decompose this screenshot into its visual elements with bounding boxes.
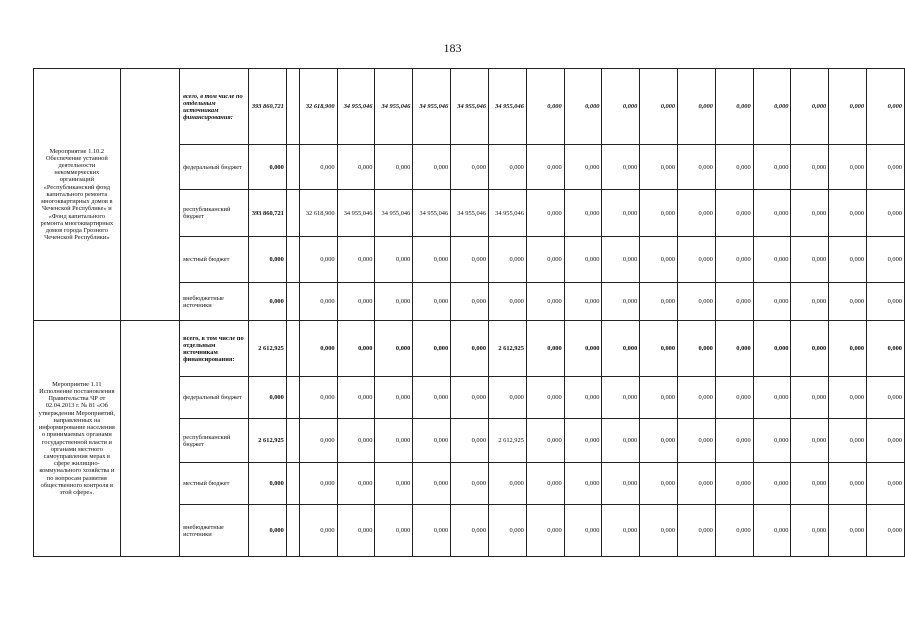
- value-cell: 0,000: [564, 69, 602, 145]
- spacer-cell: [286, 377, 299, 419]
- spacer-cell: [286, 321, 299, 377]
- value-cell: 34 955,046: [413, 190, 451, 237]
- value-cell: 0,000: [829, 377, 867, 419]
- value-cell: 34 955,046: [489, 190, 527, 237]
- value-cell: 0,000: [413, 237, 451, 283]
- value-cell: 0,000: [451, 321, 489, 377]
- value-cell: 0,000: [791, 377, 829, 419]
- value-cell: 0,000: [640, 505, 678, 557]
- value-cell: 0,000: [337, 505, 375, 557]
- funding-source: республиканский бюджет: [180, 190, 249, 237]
- value-cell: 34 955,046: [337, 69, 375, 145]
- value-cell: 0,000: [867, 283, 905, 321]
- value-cell: 0,000: [299, 283, 337, 321]
- value-cell: 0,000: [867, 145, 905, 190]
- value-cell: 0,000: [678, 145, 716, 190]
- total-cell: 0,000: [248, 237, 286, 283]
- value-cell: 0,000: [753, 463, 791, 505]
- value-cell: 0,000: [867, 463, 905, 505]
- total-cell: 393 860,721: [248, 190, 286, 237]
- value-cell: 34 955,046: [489, 69, 527, 145]
- value-cell: 0,000: [489, 237, 527, 283]
- value-cell: 0,000: [602, 190, 640, 237]
- value-cell: 0,000: [791, 69, 829, 145]
- value-cell: 0,000: [829, 69, 867, 145]
- value-cell: 0,000: [564, 190, 602, 237]
- value-cell: 0,000: [867, 419, 905, 463]
- value-cell: 0,000: [375, 321, 413, 377]
- value-cell: 0,000: [299, 505, 337, 557]
- table-row: [34, 321, 905, 377]
- value-cell: 0,000: [526, 69, 564, 145]
- value-cell: 0,000: [640, 69, 678, 145]
- value-cell: 0,000: [791, 321, 829, 377]
- value-cell: 0,000: [640, 377, 678, 419]
- value-cell: 0,000: [753, 69, 791, 145]
- value-cell: 0,000: [337, 377, 375, 419]
- spacer-cell: [286, 283, 299, 321]
- value-cell: 0,000: [715, 321, 753, 377]
- total-cell: 2 612,925: [248, 321, 286, 377]
- value-cell: 0,000: [791, 190, 829, 237]
- spacer-cell: [286, 237, 299, 283]
- page-number: 183: [443, 41, 462, 55]
- value-cell: 0,000: [678, 237, 716, 283]
- value-cell: 0,000: [829, 283, 867, 321]
- value-cell: 34 955,046: [375, 190, 413, 237]
- value-cell: 0,000: [299, 145, 337, 190]
- value-cell: 0,000: [602, 283, 640, 321]
- funding-source: федеральный бюджет: [180, 377, 249, 419]
- value-cell: 0,000: [753, 237, 791, 283]
- value-cell: 0,000: [451, 505, 489, 557]
- value-cell: 0,000: [526, 321, 564, 377]
- value-cell: 0,000: [337, 145, 375, 190]
- value-cell: 0,000: [640, 145, 678, 190]
- executor-cell: [120, 321, 179, 557]
- value-cell: 0,000: [564, 377, 602, 419]
- value-cell: 0,000: [829, 190, 867, 237]
- value-cell: 0,000: [299, 377, 337, 419]
- value-cell: 0,000: [375, 419, 413, 463]
- value-cell: 0,000: [829, 321, 867, 377]
- value-cell: 0,000: [489, 145, 527, 190]
- value-cell: 0,000: [829, 419, 867, 463]
- value-cell: 0,000: [753, 145, 791, 190]
- spacer-cell: [286, 463, 299, 505]
- value-cell: 0,000: [753, 283, 791, 321]
- value-cell: 34 955,046: [375, 69, 413, 145]
- value-cell: 0,000: [753, 321, 791, 377]
- value-cell: 0,000: [451, 237, 489, 283]
- value-cell: 0,000: [526, 190, 564, 237]
- funding-source: республиканский бюджет: [180, 419, 249, 463]
- value-cell: 0,000: [564, 321, 602, 377]
- value-cell: 0,000: [602, 145, 640, 190]
- financing-table: [33, 68, 905, 557]
- value-cell: 0,000: [526, 463, 564, 505]
- value-cell: 0,000: [299, 237, 337, 283]
- value-cell: 0,000: [564, 463, 602, 505]
- value-cell: 0,000: [375, 283, 413, 321]
- value-cell: 0,000: [678, 419, 716, 463]
- value-cell: 0,000: [602, 69, 640, 145]
- value-cell: 34 955,046: [451, 69, 489, 145]
- value-cell: 0,000: [715, 505, 753, 557]
- value-cell: 34 955,046: [413, 69, 451, 145]
- value-cell: 0,000: [526, 145, 564, 190]
- value-cell: 0,000: [678, 377, 716, 419]
- value-cell: 0,000: [526, 237, 564, 283]
- value-cell: 2 612,925: [489, 419, 527, 463]
- value-cell: 0,000: [791, 419, 829, 463]
- value-cell: 0,000: [791, 145, 829, 190]
- value-cell: 0,000: [413, 377, 451, 419]
- value-cell: 0,000: [526, 419, 564, 463]
- value-cell: 0,000: [564, 505, 602, 557]
- value-cell: 0,000: [678, 69, 716, 145]
- value-cell: 0,000: [715, 419, 753, 463]
- value-cell: 0,000: [829, 237, 867, 283]
- spacer-cell: [286, 145, 299, 190]
- value-cell: 0,000: [299, 419, 337, 463]
- value-cell: 0,000: [602, 505, 640, 557]
- value-cell: 0,000: [489, 463, 527, 505]
- value-cell: 0,000: [602, 463, 640, 505]
- measure-title: Мероприятие 1.11 Исполнение постановления Правительства ЧР от 02.04.2013 г. № 81 «Об утверждении Мероприятий, направленных на информирование населения о принимаемых органами государственной власти и органами местного самоуправления мерах в сфере жилищно-коммунального хозяйства и по вопросам развития общественного контроля в этой сфере».: [34, 321, 121, 557]
- value-cell: 0,000: [489, 377, 527, 419]
- value-cell: 0,000: [602, 419, 640, 463]
- measure-title: Мероприятие 1.10.2 Обеспечение уставной деятельности некоммерческих организаций «Республиканский фонд капитального ремонта многоквартирных домов в Чеченской Республике» и «Фонд капитального ремонта многоквартирных домов города Грозного Чеченской Республики»: [34, 69, 121, 321]
- total-cell: 0,000: [248, 283, 286, 321]
- value-cell: 0,000: [753, 190, 791, 237]
- funding-source: внебюджетные источники: [180, 505, 249, 557]
- value-cell: 0,000: [413, 321, 451, 377]
- spacer-cell: [286, 419, 299, 463]
- total-cell: 0,000: [248, 463, 286, 505]
- value-cell: 32 618,900: [299, 190, 337, 237]
- value-cell: 0,000: [489, 283, 527, 321]
- spacer-cell: [286, 69, 299, 145]
- funding-source: местный бюджет: [180, 463, 249, 505]
- value-cell: 0,000: [375, 237, 413, 283]
- value-cell: 34 955,046: [451, 190, 489, 237]
- value-cell: 0,000: [678, 463, 716, 505]
- value-cell: 0,000: [602, 377, 640, 419]
- value-cell: 0,000: [791, 463, 829, 505]
- value-cell: 0,000: [337, 321, 375, 377]
- funding-source: федеральный бюджет: [180, 145, 249, 190]
- value-cell: 0,000: [678, 190, 716, 237]
- value-cell: 0,000: [375, 505, 413, 557]
- value-cell: 0,000: [867, 321, 905, 377]
- value-cell: 0,000: [640, 419, 678, 463]
- value-cell: 0,000: [451, 463, 489, 505]
- value-cell: 0,000: [413, 505, 451, 557]
- value-cell: 0,000: [526, 505, 564, 557]
- value-cell: 0,000: [715, 145, 753, 190]
- value-cell: 0,000: [715, 377, 753, 419]
- value-cell: 0,000: [715, 283, 753, 321]
- value-cell: 0,000: [791, 237, 829, 283]
- spacer-cell: [286, 505, 299, 557]
- value-cell: 0,000: [829, 145, 867, 190]
- value-cell: 0,000: [640, 321, 678, 377]
- value-cell: 0,000: [564, 419, 602, 463]
- funding-source: внебюджетные источники: [180, 283, 249, 321]
- value-cell: 0,000: [413, 283, 451, 321]
- value-cell: 0,000: [451, 419, 489, 463]
- value-cell: 0,000: [564, 283, 602, 321]
- value-cell: 0,000: [753, 505, 791, 557]
- value-cell: 0,000: [715, 463, 753, 505]
- value-cell: 0,000: [526, 377, 564, 419]
- value-cell: 0,000: [715, 69, 753, 145]
- value-cell: 0,000: [791, 283, 829, 321]
- value-cell: 0,000: [640, 190, 678, 237]
- value-cell: 32 618,900: [299, 69, 337, 145]
- value-cell: 34 955,046: [337, 190, 375, 237]
- total-cell: 393 860,721: [248, 69, 286, 145]
- funding-source: местный бюджет: [180, 237, 249, 283]
- value-cell: 0,000: [337, 419, 375, 463]
- value-cell: 0,000: [602, 237, 640, 283]
- value-cell: 0,000: [829, 505, 867, 557]
- total-cell: 0,000: [248, 377, 286, 419]
- value-cell: 0,000: [715, 190, 753, 237]
- value-cell: 0,000: [564, 145, 602, 190]
- total-cell: 0,000: [248, 505, 286, 557]
- value-cell: 0,000: [451, 283, 489, 321]
- value-cell: 0,000: [640, 283, 678, 321]
- value-cell: 0,000: [451, 145, 489, 190]
- funding-source: всего, в том числе по отдельным источникам финансирования:: [180, 69, 249, 145]
- value-cell: 0,000: [640, 237, 678, 283]
- value-cell: 0,000: [602, 321, 640, 377]
- executor-cell: [120, 69, 179, 321]
- value-cell: 0,000: [337, 283, 375, 321]
- value-cell: 0,000: [337, 237, 375, 283]
- value-cell: 0,000: [413, 145, 451, 190]
- value-cell: 0,000: [678, 283, 716, 321]
- value-cell: 0,000: [375, 463, 413, 505]
- table-row: [34, 69, 905, 145]
- funding-source: всего, в том числе по отдельным источникам финансирования:: [180, 321, 249, 377]
- value-cell: 0,000: [489, 505, 527, 557]
- value-cell: 0,000: [337, 463, 375, 505]
- value-cell: 0,000: [867, 377, 905, 419]
- value-cell: 0,000: [413, 419, 451, 463]
- value-cell: 2 612,925: [489, 321, 527, 377]
- spacer-cell: [286, 190, 299, 237]
- value-cell: 0,000: [640, 463, 678, 505]
- value-cell: 0,000: [753, 377, 791, 419]
- value-cell: 0,000: [375, 377, 413, 419]
- value-cell: 0,000: [829, 463, 867, 505]
- value-cell: 0,000: [299, 463, 337, 505]
- value-cell: 0,000: [375, 145, 413, 190]
- value-cell: 0,000: [678, 505, 716, 557]
- value-cell: 0,000: [715, 237, 753, 283]
- value-cell: 0,000: [413, 463, 451, 505]
- value-cell: 0,000: [867, 237, 905, 283]
- value-cell: 0,000: [867, 190, 905, 237]
- value-cell: 0,000: [791, 505, 829, 557]
- value-cell: 0,000: [867, 69, 905, 145]
- value-cell: 0,000: [299, 321, 337, 377]
- value-cell: 0,000: [753, 419, 791, 463]
- value-cell: 0,000: [526, 283, 564, 321]
- value-cell: 0,000: [867, 505, 905, 557]
- total-cell: 0,000: [248, 145, 286, 190]
- total-cell: 2 612,925: [248, 419, 286, 463]
- value-cell: 0,000: [451, 377, 489, 419]
- value-cell: 0,000: [678, 321, 716, 377]
- value-cell: 0,000: [564, 237, 602, 283]
